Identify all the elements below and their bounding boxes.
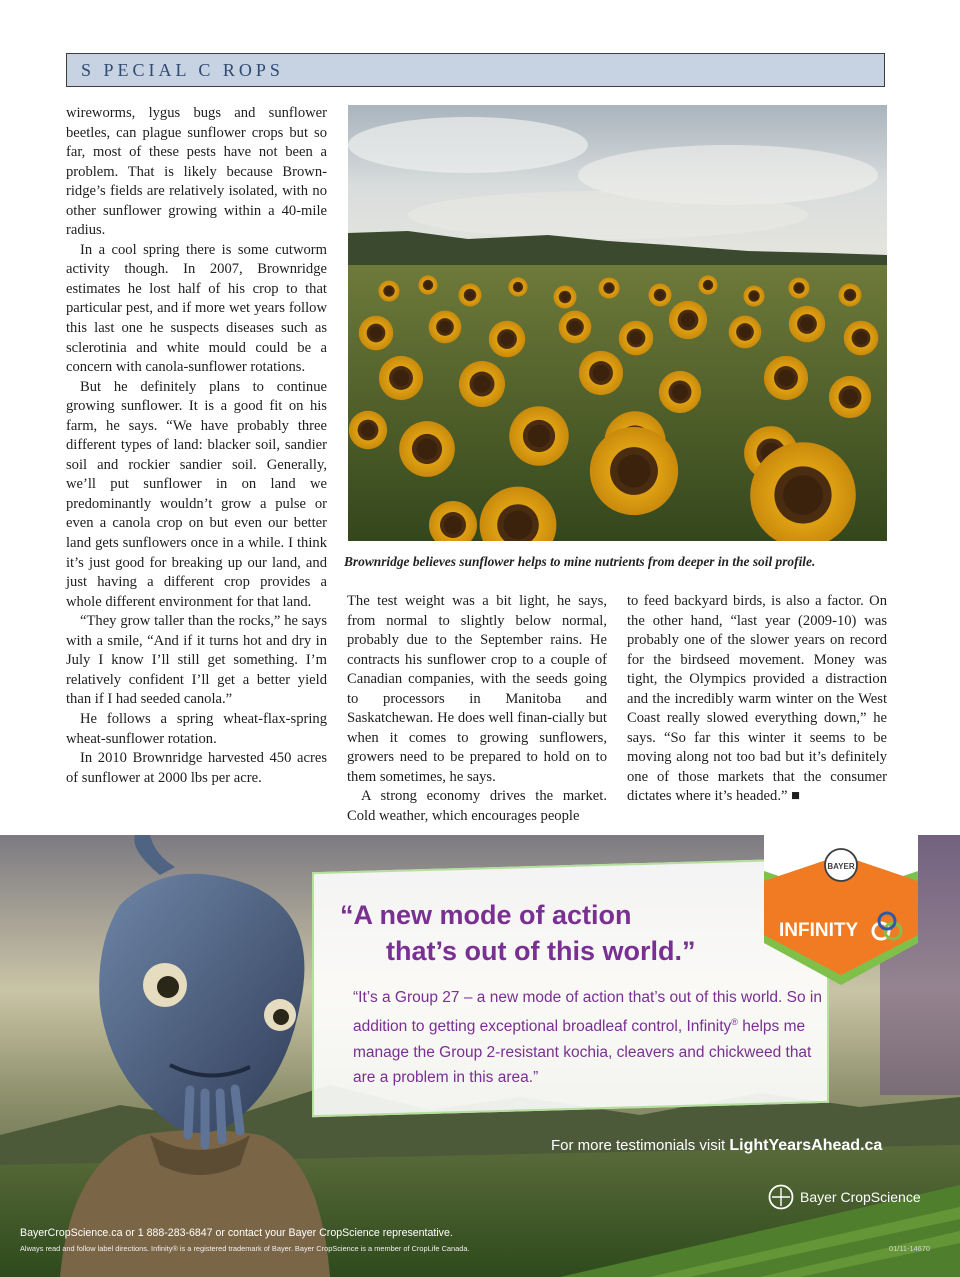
bayer-logo-text: BAYER — [827, 862, 855, 871]
ad-code: 01/11-14670 — [889, 1244, 930, 1253]
paragraph: “They grow taller than the rocks,” he says with a smile, “And if it turns hot and dry in July I know I’ll still get something. I’m relatively confident I’ll get a better yield than if I had seeded canola.” — [66, 613, 327, 708]
article-column-1 — [66, 104, 327, 788]
paragraph: A strong economy drives the market. Cold weather, which encourages people — [347, 788, 607, 825]
contact-line: BayerCropScience.ca or 1 888-283-6847 or contact your Bayer CropScience representative. — [20, 1227, 453, 1239]
sunflower-field-photo — [348, 105, 887, 541]
headline-line-1: “A new mode of action — [340, 900, 632, 930]
testimonial-cta — [551, 1137, 882, 1155]
paragraph: But he definitely plans to continue growing sunflower. It is a good fit on his farm, he says. “We have probably three different types of land: blacker soil, sandier soil and rockier sandier soil. Generally, we’ll put sunflower in on land we predominantly wouldn’t grow a pulse or even a canola crop on but even our better land gets sunflowers once in a while. I think it’s just good for breaking up our land, and just having a different crop provides a whole different environment for that land. — [66, 378, 327, 610]
bayer-cross-logo — [825, 849, 857, 881]
testimonial-quote — [353, 985, 823, 1090]
company-name: Bayer CropScience — [800, 1189, 921, 1205]
legal-line: Always read and follow label directions. Infinity® is a registered trademark of Bayer. Bayer CropScience is a member of CropLife Canada. — [20, 1244, 470, 1253]
section-label: S PECIAL C ROPS — [81, 60, 284, 80]
paragraph: In 2010 Brownridge harvested 450 acres of sunflower at 2000 lbs per acre. — [66, 750, 327, 786]
light-years-ahead-link[interactable]: LightYearsAhead.ca — [729, 1137, 883, 1154]
infinity-brand-box — [764, 835, 918, 985]
photo-caption: Brownridge believes sunflower helps to mine nutrients from deeper in the soil profile. — [344, 554, 816, 569]
brand-name: INFINITY — [779, 920, 859, 941]
headline-line-2: that’s out of this world.” — [386, 936, 696, 966]
quote-text-part-1: “It’s a Group 27 – a new mode of action that’s out of this world. So in addition to getting exceptional broadleaf control, Infinity — [353, 989, 822, 1036]
article-column-3 — [627, 592, 887, 807]
section-header — [66, 53, 885, 87]
paragraph: The test weight was a bit light, he says, from normal to slightly below normal, probably due to the September rains. He contracts his sunflower crop to a couple of Canadian companies, with the seeds going to processors in Manitoba and Saskatchewan. He does well finan-cially but when it comes to growing sunflowers, growers need to be prepared to hold on to them sometimes, he says. — [347, 593, 607, 785]
ad-headline — [340, 897, 695, 969]
paragraph: wireworms, lygus bugs and sunflower beetles, can plague sunflower crops but so far, most of these pests have not been a problem. That is likely because Brown-ridge’s fields are relatively isolated, with no other sunflower growing within a 40-mile radius. — [66, 105, 327, 239]
infinity-advertisement — [0, 835, 960, 1277]
bayer-cropscience-logo — [768, 1184, 921, 1210]
paragraph: He follows a spring wheat-flax-spring wheat-sunflower rotation. — [66, 710, 327, 747]
paragraph: In a cool spring there is some cutworm activity though. In 2007, Brownridge estimates he lost half of his crop to that particular pest, and if more wet years follow this last one he suspects diseases such as sclerotinia and white mould could be a concern with canola-sunflower rotations. — [66, 241, 327, 376]
paragraph: to feed backyard birds, is also a factor. On the other hand, “last year (2009-10) was probably one of the slower years on record for the birdseed movement. Money was tight, the Olympics provided a distraction and the incredibly warm winter on the West Coast really slowed everything down,” he says. “So far this winter it seems to be moving along not too bad but it’s definitely one of those markets that the consumer dictates where it’s headed.” ■ — [627, 593, 887, 805]
testimonial-prefix: For more testimonials visit — [551, 1137, 730, 1154]
quote-text-part-2: helps me manage the Group 2-resistant kochia, cleavers and chickweed that are a problem in this area.” — [353, 1018, 812, 1087]
bayer-cross-icon — [768, 1184, 794, 1210]
article-column-2 — [347, 592, 607, 827]
registered-mark: ® — [731, 1017, 738, 1028]
